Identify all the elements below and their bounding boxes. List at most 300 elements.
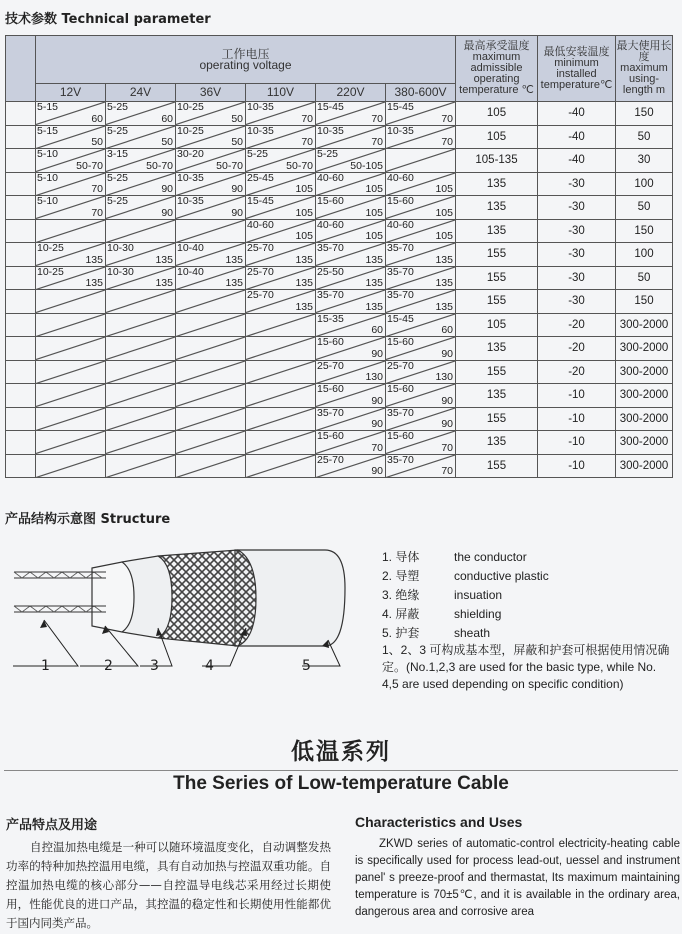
table-row (6, 243, 673, 267)
series-title-en: The Series of Low-temperature Cable (173, 773, 509, 794)
series-title-cn: 低温系列 (291, 739, 391, 765)
max-temp-cell: 135 (456, 172, 538, 196)
range-cell (176, 243, 246, 267)
range-cell (386, 266, 456, 290)
cell-diagonal (36, 455, 105, 478)
range-cell (176, 454, 246, 478)
row-blank-cell (6, 149, 36, 173)
features-title-en: Characteristics and Uses (355, 814, 523, 830)
range-cell (36, 431, 106, 455)
row-blank-cell (6, 219, 36, 243)
max-temp-cell: 155 (456, 407, 538, 431)
table-row (6, 102, 673, 126)
structure-item: 3. 绝缘 insuation (382, 588, 503, 602)
cell-diagonal (176, 220, 245, 243)
range-cell (246, 102, 316, 126)
cell-range-value: 15-60 (387, 430, 414, 442)
row-blank-cell (6, 384, 36, 408)
cell-diagonal (246, 384, 315, 407)
cell-power-value: 135 (365, 253, 383, 266)
cell-power-value: 70 (301, 136, 313, 148)
cell-range-value: 15-45 (387, 312, 414, 325)
cell-range-value: 15-60 (317, 430, 344, 442)
max-temp-cell: 155 (456, 454, 538, 478)
cell-range-value: 40-60 (317, 171, 344, 184)
cell-power-value: 90 (441, 418, 453, 430)
max-temp-cell: 105 (456, 125, 538, 149)
row-blank-cell (6, 125, 36, 149)
range-cell (386, 219, 456, 243)
cell-range-value: 35-70 (317, 289, 344, 301)
cell-diagonal (176, 290, 245, 313)
cell-power-value: 60 (91, 112, 103, 125)
cell-diagonal (36, 220, 105, 243)
max-temp-header-cn: 最高承受温度 (463, 40, 530, 52)
range-cell (176, 407, 246, 431)
table-row (6, 337, 673, 361)
cell-range-value: 40-60 (317, 218, 344, 231)
cell-diagonal (106, 384, 175, 407)
cell-diagonal (106, 290, 175, 313)
range-cell (386, 172, 456, 196)
range-cell (36, 266, 106, 290)
cell-diagonal (246, 361, 315, 384)
cell-diagonal (36, 384, 105, 407)
range-cell (36, 313, 106, 337)
cell-diagonal (176, 431, 245, 454)
cell-power-value: 105 (435, 206, 453, 219)
range-cell (106, 313, 176, 337)
table-row (6, 360, 673, 384)
max-temp-header-en: maximum admissible operating temperature ℃ (459, 51, 534, 96)
max-temp-cell: 135 (456, 219, 538, 243)
length-cell: 50 (616, 196, 673, 220)
cell-power-value: 90 (231, 183, 243, 195)
cell-range-value: 10-30 (107, 265, 134, 278)
voltage-header (36, 36, 456, 84)
cell-range-value: 35-70 (387, 242, 414, 254)
table-row (6, 290, 673, 314)
cell-diagonal (176, 408, 245, 431)
structure-note: 1、2、3 可构成基本型，屏蔽和护套可根据使用情况确定。(No.1,2,3 are used for the basic type, while No. 4,5 are used depending on specific condition) (382, 643, 670, 691)
features-paragraph-en: ZKWD series of automatic-control electricity-heating cable is specifically used for process lead-out, uessel and instrument panel' s preeze-proof and thermastat, Its maximum maintaining temperature is 70±5℃, and it is available in the ordinary area, dangerous area and corrosive area (355, 838, 680, 918)
cell-range-value: 25-45 (247, 171, 274, 184)
table-row (6, 384, 673, 408)
cell-diagonal (176, 361, 245, 384)
range-cell (316, 243, 386, 267)
cell-power-value: 105 (365, 183, 383, 195)
cell-power-value: 60 (161, 112, 173, 125)
cell-power-value: 135 (435, 300, 453, 313)
range-cell (316, 219, 386, 243)
range-cell (106, 266, 176, 290)
range-cell (36, 360, 106, 384)
voltage-header-cn: 工作电压 (221, 46, 270, 61)
range-cell (246, 337, 316, 361)
table-row (6, 454, 673, 478)
cell-power-value: 50-105 (350, 159, 383, 172)
min-temp-cell: -10 (538, 384, 616, 408)
range-cell (176, 102, 246, 126)
row-blank-cell (6, 243, 36, 267)
range-cell (386, 149, 456, 173)
cell-diagonal (36, 431, 105, 454)
range-cell (246, 125, 316, 149)
cell-power-value: 70 (371, 441, 383, 454)
cell-power-value: 135 (365, 300, 383, 313)
diagram-label-4: 4 (205, 658, 214, 674)
min-temp-cell: -20 (538, 337, 616, 361)
cell-power-value: 90 (371, 418, 383, 430)
cell-range-value: 25-70 (317, 359, 344, 372)
diagram-label-2: 2 (104, 658, 113, 674)
cell-power-value: 60 (441, 324, 453, 336)
cell-power-value: 135 (295, 253, 313, 266)
cell-power-value: 70 (91, 183, 103, 195)
cell-range-value: 15-45 (387, 101, 414, 113)
range-cell (36, 384, 106, 408)
range-cell (386, 360, 456, 384)
row-blank-cell (6, 431, 36, 455)
cell-power-value: 70 (91, 206, 103, 219)
length-cell: 100 (616, 172, 673, 196)
range-cell (106, 149, 176, 173)
cell-power-value: 50-70 (286, 159, 313, 172)
cell-power-value: 70 (371, 112, 383, 125)
cell-diagonal (106, 337, 175, 360)
range-cell (386, 337, 456, 361)
cell-range-value: 25-70 (247, 289, 274, 301)
range-cell (316, 407, 386, 431)
max-temp-cell: 135 (456, 431, 538, 455)
cell-diagonal (246, 431, 315, 454)
cell-range-value: 15-60 (317, 336, 344, 348)
cell-range-value: 10-25 (177, 101, 204, 113)
length-cell: 300-2000 (616, 360, 673, 384)
range-cell (316, 102, 386, 126)
cell-power-value: 105 (295, 230, 313, 242)
structure-item: 4. 屏蔽 shielding (382, 607, 502, 621)
cell-range-value: 35-70 (387, 453, 414, 466)
min-temp-cell: -30 (538, 196, 616, 220)
range-cell (106, 431, 176, 455)
range-cell (386, 243, 456, 267)
cell-power-value: 105 (435, 230, 453, 242)
cell-range-value: 25-70 (247, 265, 274, 278)
min-temp-cell: -30 (538, 266, 616, 290)
range-cell (36, 454, 106, 478)
row-blank-cell (6, 290, 36, 314)
shielding-layer (158, 550, 256, 646)
cell-power-value: 50-70 (216, 159, 243, 172)
cell-diagonal (386, 149, 455, 172)
voltage-col-header: 380-600V (386, 84, 456, 102)
cell-power-value: 50-70 (146, 159, 173, 172)
min-temp-cell: -10 (538, 454, 616, 478)
range-cell (176, 384, 246, 408)
length-cell: 300-2000 (616, 337, 673, 361)
cell-diagonal (246, 455, 315, 478)
range-cell (246, 290, 316, 314)
range-cell (246, 219, 316, 243)
cell-range-value: 15-45 (247, 195, 274, 207)
cell-diagonal (36, 337, 105, 360)
min-temp-header (538, 36, 616, 102)
row-blank-cell (6, 454, 36, 478)
range-cell (246, 149, 316, 173)
cell-power-value: 70 (441, 112, 453, 125)
range-cell (106, 125, 176, 149)
cell-power-value: 105 (295, 183, 313, 195)
cell-diagonal (176, 337, 245, 360)
min-temp-cell: -40 (538, 125, 616, 149)
voltage-header-en: operating voltage (199, 57, 292, 72)
cell-diagonal (246, 314, 315, 337)
table-row (6, 172, 673, 196)
range-cell (176, 290, 246, 314)
cell-diagonal (36, 408, 105, 431)
cell-diagonal (106, 314, 175, 337)
range-cell (246, 431, 316, 455)
cell-power-value: 50 (231, 112, 243, 125)
cell-range-value: 5-25 (107, 171, 129, 184)
cell-range-value: 5-10 (37, 171, 59, 184)
cell-diagonal (106, 455, 175, 478)
min-temp-cell: -30 (538, 243, 616, 267)
length-header (616, 36, 673, 102)
cell-range-value: 15-60 (317, 383, 344, 395)
max-temp-header (456, 36, 538, 102)
diagram-label-5: 5 (302, 658, 311, 674)
range-cell (106, 219, 176, 243)
cell-range-value: 15-60 (387, 383, 414, 395)
cell-range-value: 5-25 (107, 124, 129, 137)
cell-range-value: 10-35 (247, 101, 274, 113)
cell-range-value: 40-60 (387, 171, 414, 184)
max-temp-cell: 155 (456, 290, 538, 314)
cell-diagonal (106, 361, 175, 384)
range-cell (106, 102, 176, 126)
range-cell (386, 290, 456, 314)
min-temp-cell: -10 (538, 431, 616, 455)
cell-range-value: 10-25 (177, 124, 204, 137)
cell-range-value: 15-60 (387, 336, 414, 348)
cell-power-value: 135 (295, 300, 313, 313)
length-cell: 300-2000 (616, 431, 673, 455)
voltage-col-header: 36V (176, 84, 246, 102)
range-cell (36, 290, 106, 314)
range-cell (106, 196, 176, 220)
cell-power-value: 60 (371, 324, 383, 336)
length-cell: 150 (616, 290, 673, 314)
cell-range-value: 10-25 (37, 265, 64, 278)
cell-range-value: 25-50 (317, 265, 344, 278)
range-cell (176, 125, 246, 149)
range-cell (106, 407, 176, 431)
row-blank-cell (6, 266, 36, 290)
range-cell (176, 149, 246, 173)
min-temp-cell: -20 (538, 313, 616, 337)
max-temp-cell: 155 (456, 243, 538, 267)
min-temp-cell: -30 (538, 219, 616, 243)
min-temp-cell: -40 (538, 102, 616, 126)
cell-range-value: 10-35 (177, 195, 204, 207)
features-paragraph-cn: 自控温加热电缆是一种可以随环境温度变化，自动调整发热功率的特种加热控温用电缆，具有自动加热与控温双重功能。自控温加热电缆的核心部分——自控温导电线芯采用经过长期使用，性能优良的进口产品，其控温的稳定性和长期使用性能都优于国内同类产品。 (6, 840, 331, 930)
cell-power-value: 70 (441, 441, 453, 454)
cell-power-value: 50 (91, 136, 103, 148)
range-cell (36, 196, 106, 220)
range-cell (316, 125, 386, 149)
cell-power-value: 135 (435, 253, 453, 266)
cell-range-value: 5-25 (317, 148, 339, 160)
range-cell (246, 266, 316, 290)
max-temp-cell: 135 (456, 337, 538, 361)
range-cell (36, 102, 106, 126)
cell-power-value: 135 (225, 253, 243, 266)
length-cell: 50 (616, 125, 673, 149)
range-cell (386, 196, 456, 220)
range-cell (106, 384, 176, 408)
range-cell (36, 407, 106, 431)
range-cell (316, 431, 386, 455)
range-cell (176, 360, 246, 384)
table-row (6, 196, 673, 220)
cell-range-value: 5-25 (247, 148, 269, 160)
cell-range-value: 35-70 (387, 265, 414, 278)
range-cell (316, 454, 386, 478)
range-cell (176, 337, 246, 361)
cell-power-value: 135 (435, 277, 453, 289)
min-temp-cell: -20 (538, 360, 616, 384)
blank-corner (6, 36, 36, 102)
title-divider (4, 770, 678, 771)
length-cell: 300-2000 (616, 407, 673, 431)
range-cell (246, 243, 316, 267)
range-cell (316, 266, 386, 290)
cell-power-value: 105 (365, 230, 383, 242)
row-blank-cell (6, 313, 36, 337)
cell-range-value: 10-30 (107, 242, 134, 254)
cell-power-value: 130 (365, 371, 383, 383)
range-cell (106, 337, 176, 361)
cell-power-value: 135 (85, 277, 103, 289)
max-temp-cell: 105-135 (456, 149, 538, 173)
cell-power-value: 135 (85, 253, 103, 266)
structure-item: 1. 导体 the conductor (382, 550, 527, 564)
min-temp-cell: -30 (538, 172, 616, 196)
range-cell (386, 431, 456, 455)
range-cell (176, 172, 246, 196)
cell-power-value: 135 (295, 277, 313, 289)
range-cell (316, 384, 386, 408)
row-blank-cell (6, 337, 36, 361)
cell-range-value: 25-70 (317, 453, 344, 466)
range-cell (316, 196, 386, 220)
cell-diagonal (246, 408, 315, 431)
min-temp-header-en: minimum installed temperature℃ (540, 56, 613, 91)
range-cell (176, 196, 246, 220)
min-temp-cell: -40 (538, 149, 616, 173)
table-row (6, 407, 673, 431)
range-cell (106, 454, 176, 478)
range-cell (176, 313, 246, 337)
row-blank-cell (6, 407, 36, 431)
range-cell (176, 219, 246, 243)
voltage-col-header: 24V (106, 84, 176, 102)
min-temp-header-cn: 最低安装温度 (543, 45, 610, 58)
min-temp-cell: -30 (538, 290, 616, 314)
cell-power-value: 135 (365, 277, 383, 289)
row-blank-cell (6, 196, 36, 220)
range-cell (316, 360, 386, 384)
tech-param-table (5, 35, 673, 478)
cell-diagonal (36, 361, 105, 384)
length-cell: 300-2000 (616, 384, 673, 408)
cell-power-value: 105 (295, 206, 313, 219)
range-cell (36, 337, 106, 361)
cell-range-value: 25-70 (247, 242, 274, 254)
cell-range-value: 30-20 (177, 148, 204, 160)
table-row (6, 313, 673, 337)
cell-power-value: 90 (161, 206, 173, 219)
range-cell (316, 172, 386, 196)
cell-diagonal (176, 455, 245, 478)
cell-power-value: 105 (365, 206, 383, 219)
cell-range-value: 10-25 (37, 242, 64, 254)
max-temp-cell: 135 (456, 196, 538, 220)
length-cell: 30 (616, 149, 673, 173)
range-cell (316, 313, 386, 337)
tech-param-title: 技术参数 Technical parameter (5, 12, 211, 27)
row-blank-cell (6, 102, 36, 126)
cell-range-value: 10-40 (177, 265, 204, 278)
cell-power-value: 50 (161, 136, 173, 148)
cell-diagonal (106, 431, 175, 454)
cell-power-value: 135 (225, 277, 243, 289)
cell-range-value: 40-60 (247, 218, 274, 231)
cell-power-value: 90 (371, 394, 383, 407)
range-cell (246, 172, 316, 196)
table-row (6, 149, 673, 173)
cell-diagonal (176, 314, 245, 337)
cell-range-value: 35-70 (387, 289, 414, 301)
cable-structure-diagram (10, 548, 350, 678)
range-cell (246, 196, 316, 220)
length-cell: 50 (616, 266, 673, 290)
cell-power-value: 50 (231, 136, 243, 148)
range-cell (316, 290, 386, 314)
cell-range-value: 15-45 (317, 101, 344, 113)
cell-power-value: 130 (435, 371, 453, 383)
cell-power-value: 70 (441, 136, 453, 148)
cell-power-value: 90 (231, 206, 243, 219)
cell-power-value: 70 (371, 136, 383, 148)
cell-range-value: 10-35 (247, 124, 274, 137)
cell-range-value: 40-60 (387, 218, 414, 231)
range-cell (386, 313, 456, 337)
cell-diagonal (246, 337, 315, 360)
range-cell (106, 290, 176, 314)
cell-power-value: 90 (441, 347, 453, 360)
cell-power-value: 70 (301, 112, 313, 125)
max-temp-cell: 155 (456, 360, 538, 384)
range-cell (386, 407, 456, 431)
range-cell (36, 243, 106, 267)
cell-power-value: 90 (161, 183, 173, 195)
table-row (6, 125, 673, 149)
cell-range-value: 15-35 (317, 312, 344, 325)
cell-range-value: 5-10 (37, 148, 59, 160)
